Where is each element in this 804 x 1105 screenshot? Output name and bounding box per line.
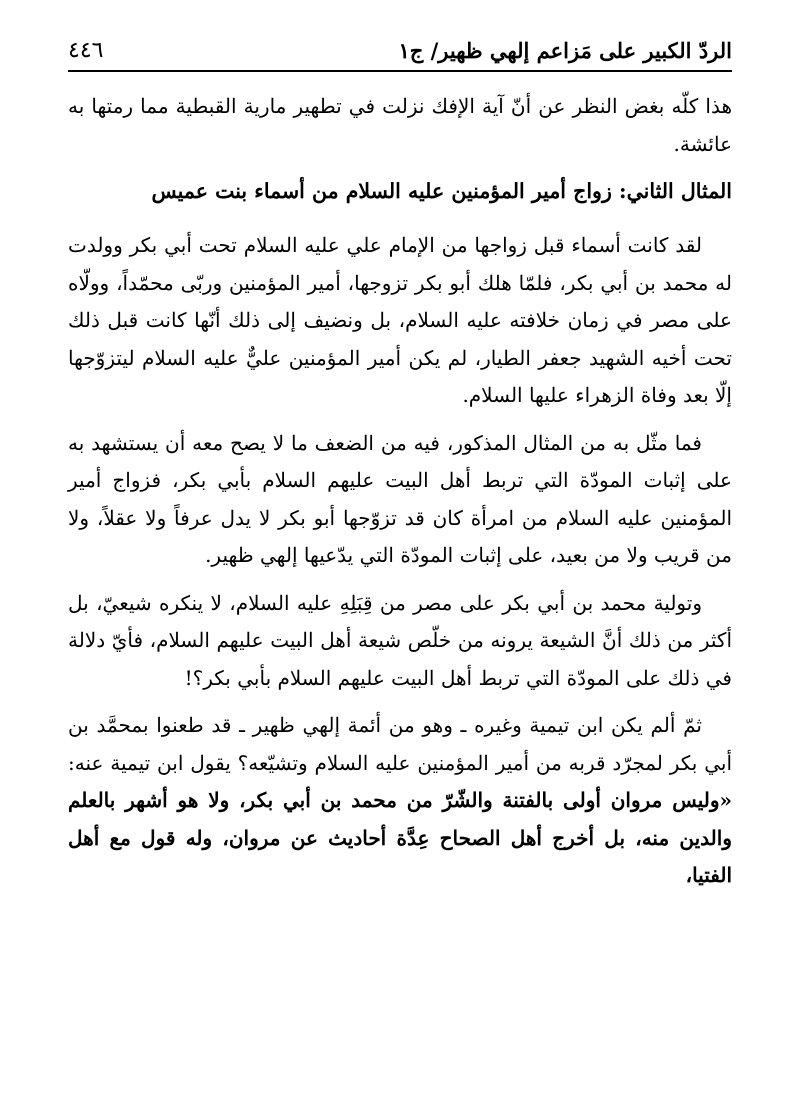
paragraph-4: وتولية محمد بن أبي بكر على مصر من قِبَلِهِ عليه السلام، لا ينكره شيعيّ، بل أكثر من ذلك أنَّ الشيعة يرونه من خلّص شيعة أهل البيت عليهم السلام، فأيّ دلالة في ذلك على المودّة التي تربط أهل البيت عليهم السلام بأبي بكر؟! xyxy=(68,590,732,690)
ibn-taymiyya-quote: «وليس مروان أولى بالفتنة والشّرّ من محمد بن أبي بكر، ولا هو أشهر بالعلم والدين منه، بل أخرج أهل الصحاح عِدَّة أحاديث عن مروان، وله قول مع أهل الفتيا، xyxy=(68,788,732,887)
paragraph-1: هذا كلّه بغض النظر عن أنّ آية الإفك نزلت في تطهير مارية القبطية مما رمتها به عائشة. xyxy=(68,94,732,156)
paragraph-5-text: ثمّ ألم يكن ابن تيمية وغيره ـ وهو من أئمة إلهي ظهير ـ قد طعنوا بمحمَّد بن أبي بكر لمجرّد قربه من أمير المؤمنين عليه السلام وتشيّعه؟ يقول ابن تيمية عنه: xyxy=(68,713,732,775)
paragraph-5 xyxy=(68,707,732,895)
section-heading xyxy=(68,173,732,209)
page-header xyxy=(68,36,732,72)
heading-label: المثال الثاني xyxy=(626,179,732,203)
page-number: ٤٤٦ xyxy=(68,38,104,63)
book-page xyxy=(68,0,732,1105)
running-title: الردّ الكبير على مَزاعم إلهي ظهير/ ج١ xyxy=(398,38,732,63)
heading-text: : زواج أمير المؤمنين عليه السلام من أسماء بنت عميس xyxy=(151,179,627,203)
paragraph-3: فما مثّل به من المثال المذكور، فيه من الضعف ما لا يصح معه أن يستشهد به على إثبات المودّة التي تربط أهل البيت عليهم السلام بأبي بكر، فزواج أمير المؤمنين عليه السلام من امرأة كان قد تزوّجها أبو بكر لا يدل عرفاً ولا عقلاً، ولا من قريب ولا من بعيد، على إثبات المودّة التي يدّعيها إلهي ظهير. xyxy=(68,430,732,567)
paragraph-2: لقد كانت أسماء قبل زواجها من الإمام علي عليه السلام تحت أبي بكر وولدت له محمد بن أبي بكر، فلمّا هلك أبو بكر تزوجها، أمير المؤمنين وربّى محمّداً، وولّاه على مصر في زمان خلافته عليه السلام، بل ونضيف إلى ذلك أنّها كانت قبل ذلك تحت أخيه الشهيد جعفر الطيار، لم يكن أمير المؤمنين عليٌّ عليه السلام ليتزوّجها إلّا بعد وفاة الزهراء عليها السلام. xyxy=(68,233,732,407)
page-body xyxy=(68,88,732,905)
